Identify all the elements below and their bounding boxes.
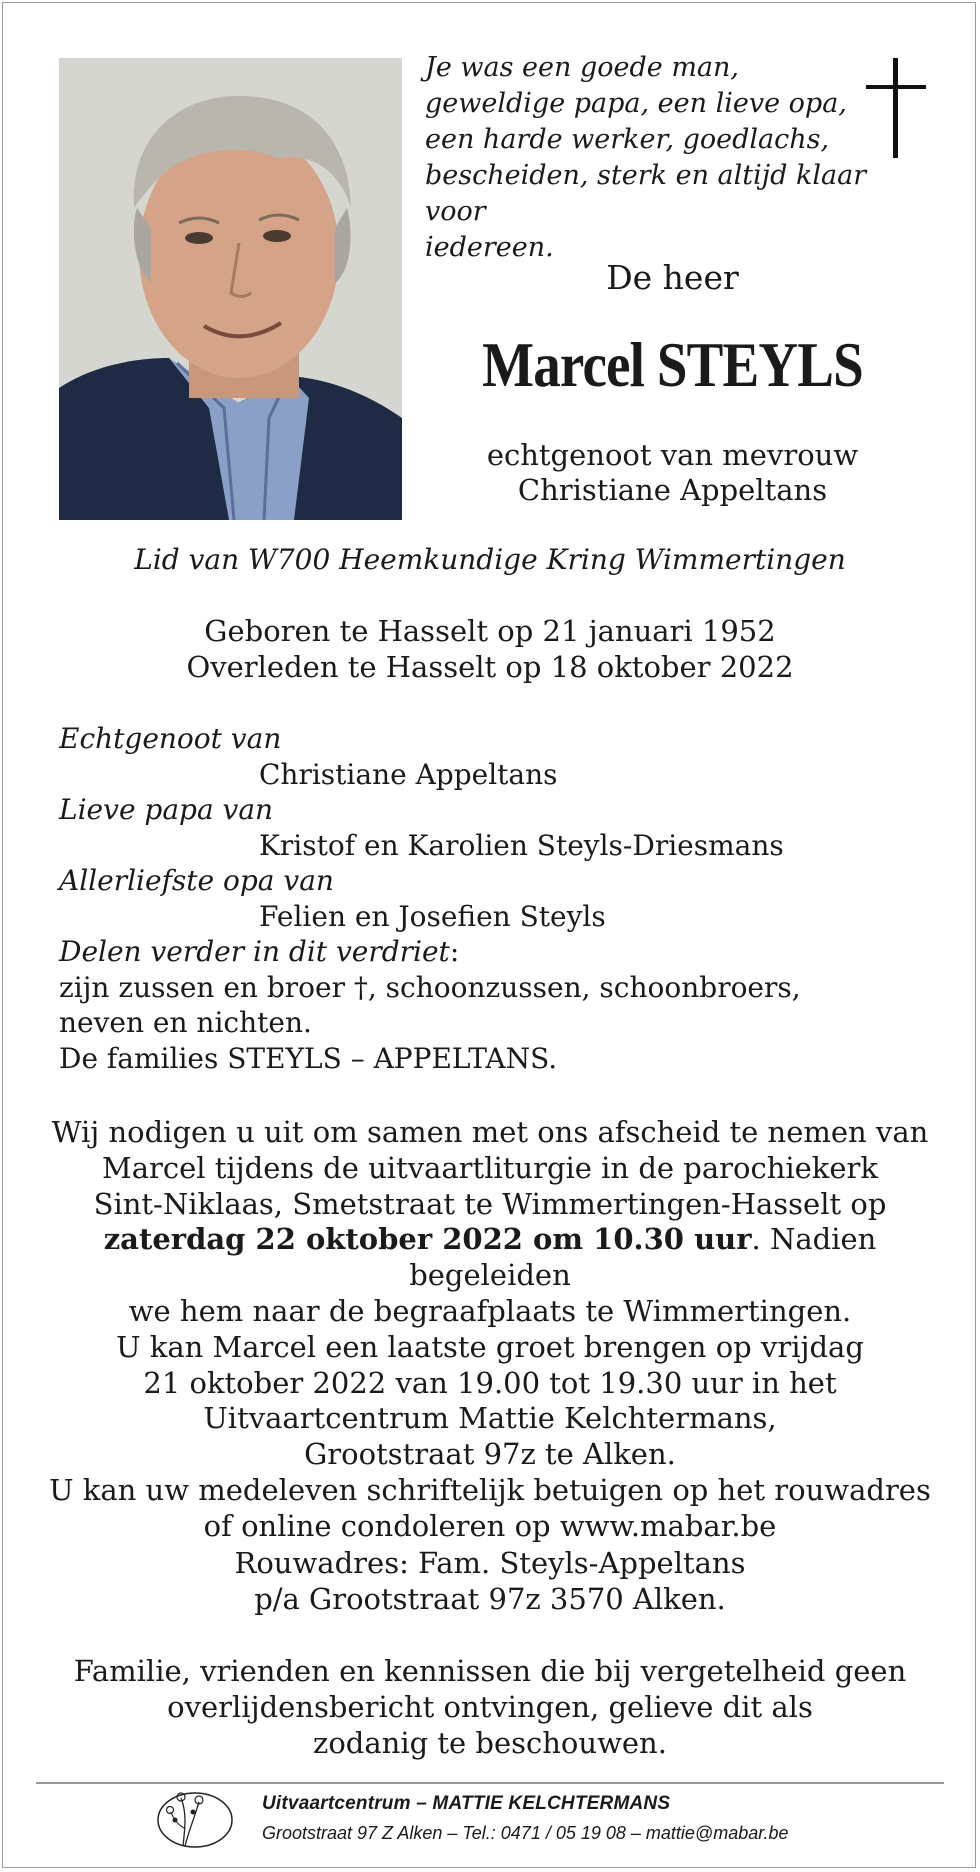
invitation-line: Uitvaartcentrum Mattie Kelchtermans,	[203, 1401, 777, 1436]
death-date: Overleden te Hasselt op 18 oktober 2022	[186, 650, 794, 684]
family-role: Lieve papa van	[59, 793, 274, 826]
poem-line: iedereen.	[425, 232, 554, 263]
family-list	[59, 721, 939, 1076]
family-role-line	[59, 934, 939, 970]
poem-line: bescheiden, sterk en altijd klaar voor	[425, 160, 867, 227]
invitation-line: 21 oktober 2022 van 19.00 tot 19.30 uur in het	[143, 1365, 837, 1400]
poem-line: een harde werker, goedlachs,	[425, 124, 830, 155]
family-others: zijn zussen en broer †, schoonzussen, schoonbroers,	[59, 970, 801, 1004]
closing-line: zodanig te beschouwen.	[313, 1726, 667, 1760]
invitation-line: we hem naar de begraafplaats te Wimmertingen.	[128, 1293, 852, 1328]
footer-title: Uitvaartcentrum – MATTIE KELCHTERMANS	[262, 1793, 671, 1814]
family-member: Christiane Appeltans	[259, 757, 558, 791]
invitation-line: Marcel tijdens de uitvaartliturgie in de parochiekerk	[102, 1150, 878, 1185]
closing-line: Familie, vrienden en kennissen die bij vergetelheid geen	[73, 1654, 907, 1688]
flower-logo	[155, 1788, 235, 1850]
membership: Lid van W700 Heemkundige Kring Wimmertingen	[134, 543, 846, 576]
funeral-invitation	[40, 1115, 940, 1545]
poem	[425, 50, 895, 266]
address-line: Rouwadres: Fam. Steyls-Appeltans	[234, 1546, 746, 1580]
family-others: neven en nichten.	[59, 1006, 312, 1039]
family-role: Allerliefste opa van	[59, 864, 334, 897]
mourning-address	[0, 1545, 980, 1617]
closing-note	[40, 1653, 940, 1761]
family-others: De families STEYLS – APPELTANS.	[59, 1041, 558, 1075]
spouse-info	[430, 438, 915, 508]
family-member: Felien en Josefien Steyls	[259, 899, 606, 933]
footer-address: Grootstraat 97 Z Alken – Tel.: 0471 / 05 19 08 – mattie@mabar.be	[262, 1823, 789, 1843]
poem-line: Je was een goede man,	[425, 52, 739, 83]
spouse-line: echtgenoot van mevrouw	[486, 438, 859, 472]
family-member: Kristof en Karolien Steyls-Driesmans	[259, 828, 784, 862]
invitation-line: Wij nodigen u uit om samen met ons afscheid te nemen van	[51, 1115, 929, 1149]
family-role: Delen verder in dit verdriet	[59, 935, 450, 968]
footer-divider	[36, 1782, 944, 1784]
invitation-line: Sint-Niklaas, Smetstraat te Wimmertingen-Hasselt op	[93, 1186, 887, 1221]
invitation-line: of online condoleren op www.mabar.be	[203, 1508, 777, 1543]
invitation-line: U kan Marcel een laatste groet brengen op vrijdag	[116, 1329, 864, 1364]
spouse-line: Christiane Appeltans	[517, 473, 828, 507]
poem-line: geweldige papa, een lieve opa,	[425, 88, 847, 119]
colon: :	[449, 935, 460, 968]
salutation: De heer	[606, 258, 739, 297]
deceased-name: Marcel STEYLS	[482, 329, 863, 400]
life-dates	[0, 613, 980, 685]
portrait-photo	[59, 58, 402, 520]
closing-line: overlijdensbericht ontvingen, gelieve dit als	[167, 1690, 813, 1724]
family-role: Echtgenoot van	[59, 722, 282, 755]
invitation-line	[40, 1222, 940, 1294]
address-line: p/a Grootstraat 97z 3570 Alken.	[254, 1582, 726, 1616]
birth-date: Geboren te Hasselt op 21 januari 1952	[204, 614, 776, 648]
invitation-text: . Nadien begeleiden	[409, 1222, 877, 1293]
funeral-datetime: zaterdag 22 oktober 2022 om 10.30 uur	[103, 1222, 752, 1257]
latin-cross-icon	[866, 58, 926, 158]
invitation-line: Grootstraat 97z te Alken.	[304, 1437, 676, 1472]
invitation-line: U kan uw medeleven schriftelijk betuigen op het rouwadres	[49, 1472, 931, 1507]
